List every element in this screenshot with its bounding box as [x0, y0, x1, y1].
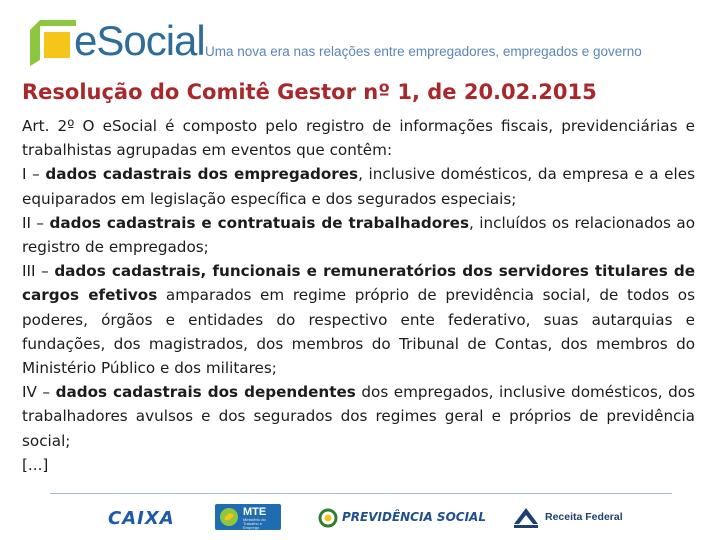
- divider: [50, 493, 672, 494]
- esocial-logo-icon: [30, 20, 76, 66]
- receita-federal-logo-text: Receita Federal: [545, 511, 623, 523]
- item-rest: , incluídos os relacionados ao registro de empregados;: [22, 213, 695, 257]
- header-tagline: Uma nova era nas relações entre empregadores, empregados e governo: [205, 44, 642, 59]
- mte-leaf-icon: [219, 507, 239, 527]
- article-item-1: [22, 162, 695, 210]
- item-bold: dados cadastrais dos empregadores: [45, 165, 359, 184]
- header: [0, 0, 720, 78]
- item-prefix: II –: [22, 213, 50, 232]
- article-intro: Art. 2º O eSocial é composto pelo registro de informações fiscais, previdenciárias e trabalhistas agrupadas em eventos que contêm:: [22, 117, 695, 160]
- page-title: Resolução do Comitê Gestor nº 1, de 20.02.2015: [22, 80, 597, 104]
- item-bold: dados cadastrais, funcionais e remuneratórios dos servidores titulares de cargos efetivos: [22, 262, 696, 305]
- mte-logo-text: MTE: [243, 506, 267, 518]
- item-prefix: IV –: [22, 383, 56, 402]
- previdencia-logo-text: PREVIDÊNCIA SOCIAL: [342, 510, 486, 524]
- article-ellipsis: [...]: [22, 455, 49, 474]
- esocial-logo-text: eSocial: [74, 17, 205, 64]
- previdencia-logo-icon: [318, 508, 338, 528]
- item-rest: amparados em regime próprio de previdência social, de todos os poderes, órgãos e entidades do respectivo ente federativo, suas autarquias e fundações, dos magistrados, dos membros do Tribunal de Contas, dos membros do Ministério Público e dos militares;: [22, 286, 695, 378]
- item-bold: dados cadastrais dos dependentes: [55, 383, 356, 402]
- mte-logo-subtitle: Ministério do Trabalho e Emprego: [243, 517, 266, 530]
- item-rest: dos empregados, inclusive domésticos, dos trabalhadores avulsos e dos segurados dos regimes geral e próprios de previdência social;: [22, 383, 695, 450]
- receita-federal-logo-icon: [512, 504, 540, 530]
- item-bold: dados cadastrais e contratuais de trabalhadores: [49, 213, 469, 232]
- article-item-4: [22, 380, 695, 453]
- article-item-2: [22, 211, 695, 259]
- item-prefix: I –: [22, 165, 46, 184]
- item-prefix: III –: [22, 262, 55, 281]
- caixa-logo: CAIXA: [108, 508, 175, 529]
- article-item-3: [22, 259, 695, 380]
- footer-logos: [0, 498, 720, 540]
- mte-logo: [215, 504, 281, 530]
- article-body: [22, 114, 695, 477]
- item-rest: , inclusive domésticos, da empresa e a eles equiparados em legislação específica e dos segurados especiais;: [22, 165, 695, 208]
